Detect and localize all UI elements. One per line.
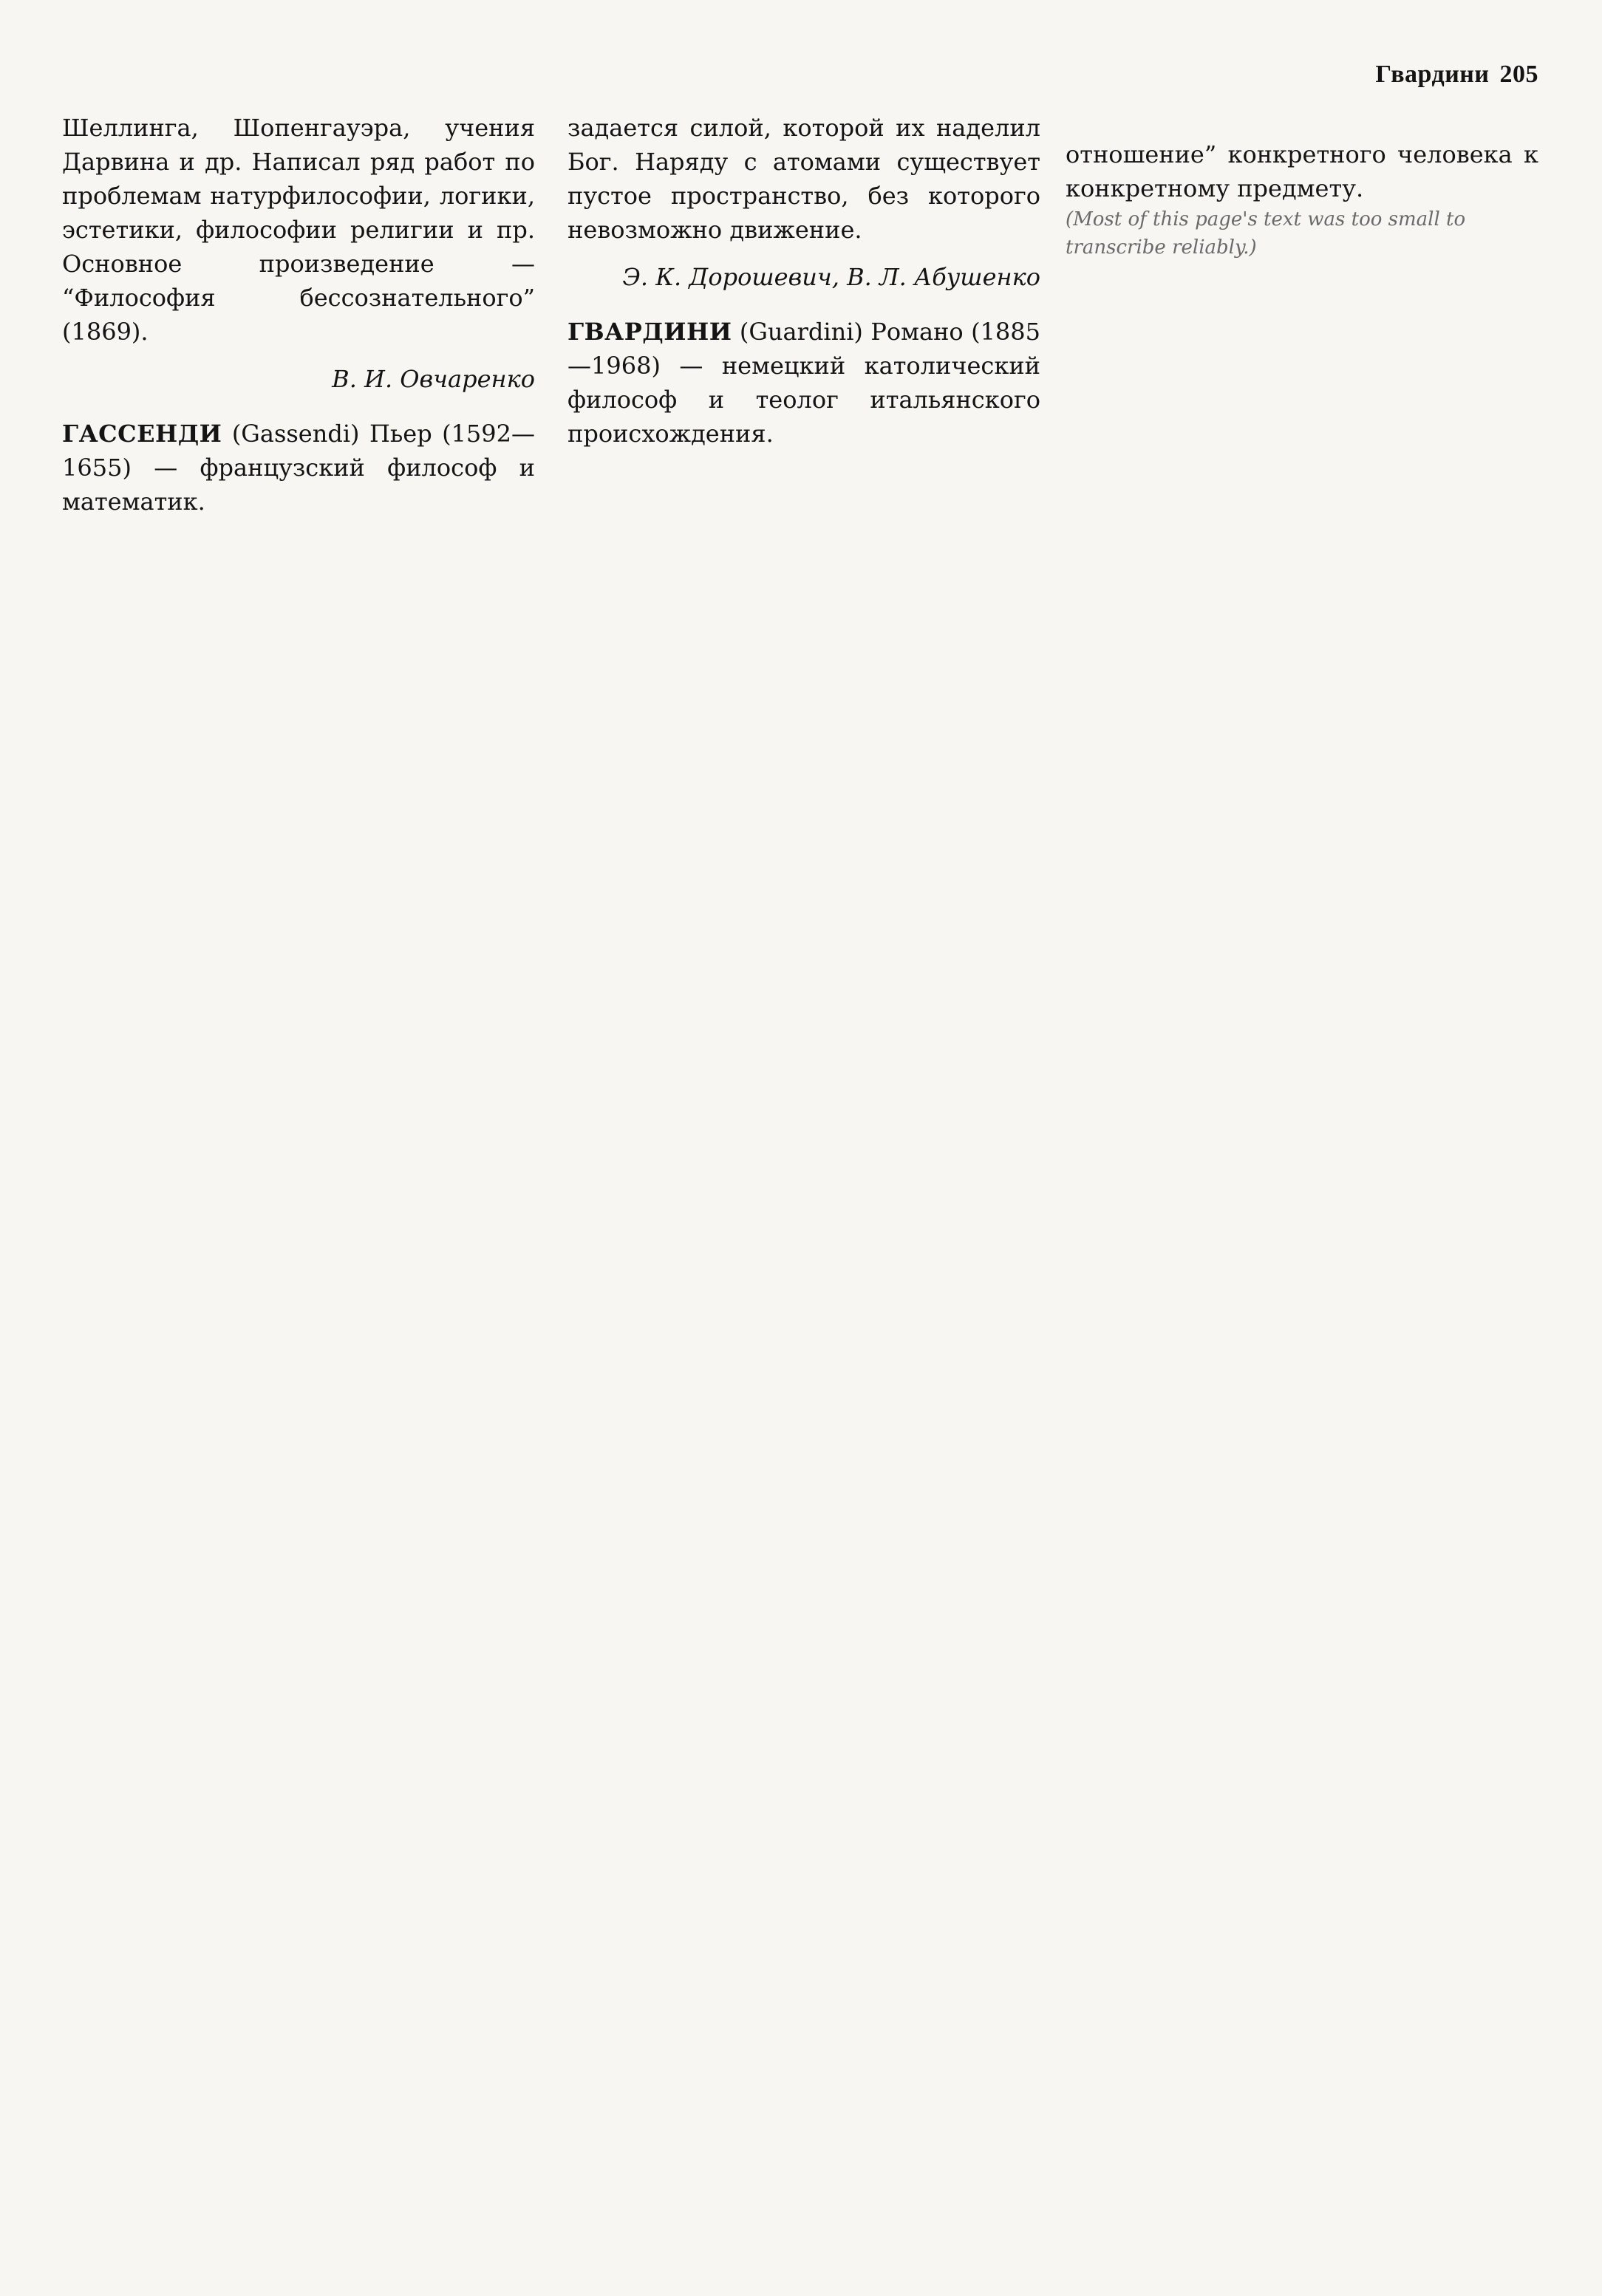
text-paragraph: задается силой, которой их наделил Бог. Наряду с атомами существует пустое пространство, без которого невозможно движение. [567, 114, 1040, 244]
running-head [1375, 61, 1538, 89]
running-head-title: Гвардини [1375, 61, 1490, 88]
article-author: Э. К. Дорошевич, В. Л. Абушенко [622, 263, 1040, 291]
column-3 [1066, 137, 1538, 262]
article-author: В. И. Овчаренко [332, 365, 535, 393]
entry-headword: ГАССЕНДИ [62, 420, 222, 448]
entry-paragraph [62, 417, 535, 519]
column-1 [62, 111, 535, 519]
entry-paragraph [567, 315, 1040, 451]
page-number: 205 [1499, 61, 1538, 88]
entry-latin-name: (Guardini) [739, 318, 863, 346]
entry-headword: ГВАРДИНИ [567, 318, 732, 346]
text-paragraph: отношение” конкретного человека к конкретному предмету. [1066, 140, 1538, 202]
text-paragraph: Шеллинга, Шопенгауэра, учения Дарвина и др. Написал ряд работ по проблемам натурфилософии, логики, эстетики, философии религии и пр. Основное произведение — “Философия бессознательного” (1869). [62, 114, 535, 346]
entry-latin-name: (Gassendi) [231, 420, 360, 448]
entry-text: Пьер (1592—1655) — французский философ и математик. [62, 420, 536, 516]
column-2 [567, 111, 1040, 451]
entry-text: Романо (1885—1968) — немецкий католический философ и теолог итальянского происхождения. [567, 318, 1040, 448]
transcription-note: (Most of this page's text was too small to transcribe reliably.) [1066, 208, 1466, 259]
